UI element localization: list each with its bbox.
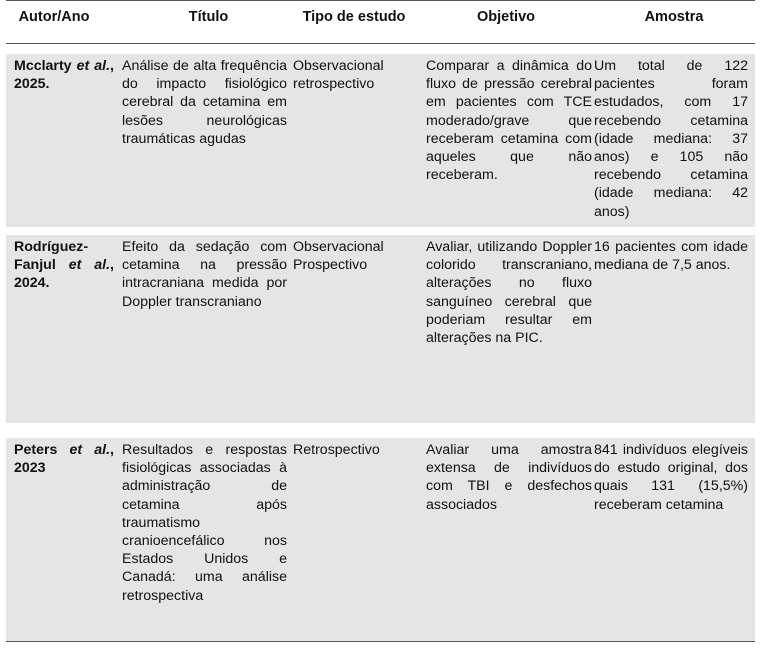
cell-title: Efeito da sedação com cetamina na pressão intracraniana medida por Doppler transcraniano — [122, 239, 287, 310]
cell-sample: Um total de 122 pacientes foram estudados, com 17 recebendo cetamina (idade mediana: 37 anos) e 105 não recebendo cetamina (idade mediana: 42 anos) — [594, 58, 748, 220]
table-header — [6, 0, 755, 44]
header-sample: Amostra — [644, 9, 704, 25]
cell-study-type: Observacional Prospectivo — [293, 239, 384, 274]
cell-objective: Avaliar uma amostra extensa de indivíduos com TBI e desfechos associados — [426, 442, 592, 513]
table-row — [6, 54, 755, 227]
cell-study-type: Retrospectivo — [293, 442, 380, 458]
table-row — [6, 438, 755, 642]
cell-author: Mcclarty et al., 2025. — [14, 58, 114, 93]
cell-title: Análise de alta frequência do impacto fisiológico cerebral da cetamina em lesões neurológicas traumáticas agudas — [122, 58, 287, 147]
table-row — [6, 235, 755, 423]
header-objective: Objetivo — [476, 9, 535, 25]
header-author: Autor/Ano — [18, 9, 90, 25]
cell-sample: 841 indivíduos elegíveis do estudo original, dos quais 131 (15,5%) receberam cetamina — [594, 442, 748, 513]
cell-title: Resultados e respostas fisiológicas associadas à administração de cetamina após traumatismo cranioencefálico nos Estados Unidos e Canadá: uma análise retrospectiva — [122, 442, 287, 604]
header-title: Título — [188, 9, 229, 25]
cell-study-type: Observacional retrospectivo — [293, 58, 384, 93]
cell-objective: Comparar a dinâmica do fluxo de pressão cerebral em pacientes com TCE moderado/grave que receberam cetamina com aqueles que não receberam. — [426, 58, 592, 184]
cell-author: Rodríguez-Fanjul et al., 2024. — [14, 239, 114, 292]
cell-author: Peters et al., 2023 — [14, 442, 114, 477]
cell-objective: Avaliar, utilizando Doppler colorido transcraniano, alterações no fluxo sanguíneo cerebral que poderiam resultar em alterações na PIC. — [426, 239, 592, 347]
cell-sample: 16 pacientes com idade mediana de 7,5 anos. — [594, 239, 748, 274]
header-study-type: Tipo de estudo — [302, 9, 406, 25]
